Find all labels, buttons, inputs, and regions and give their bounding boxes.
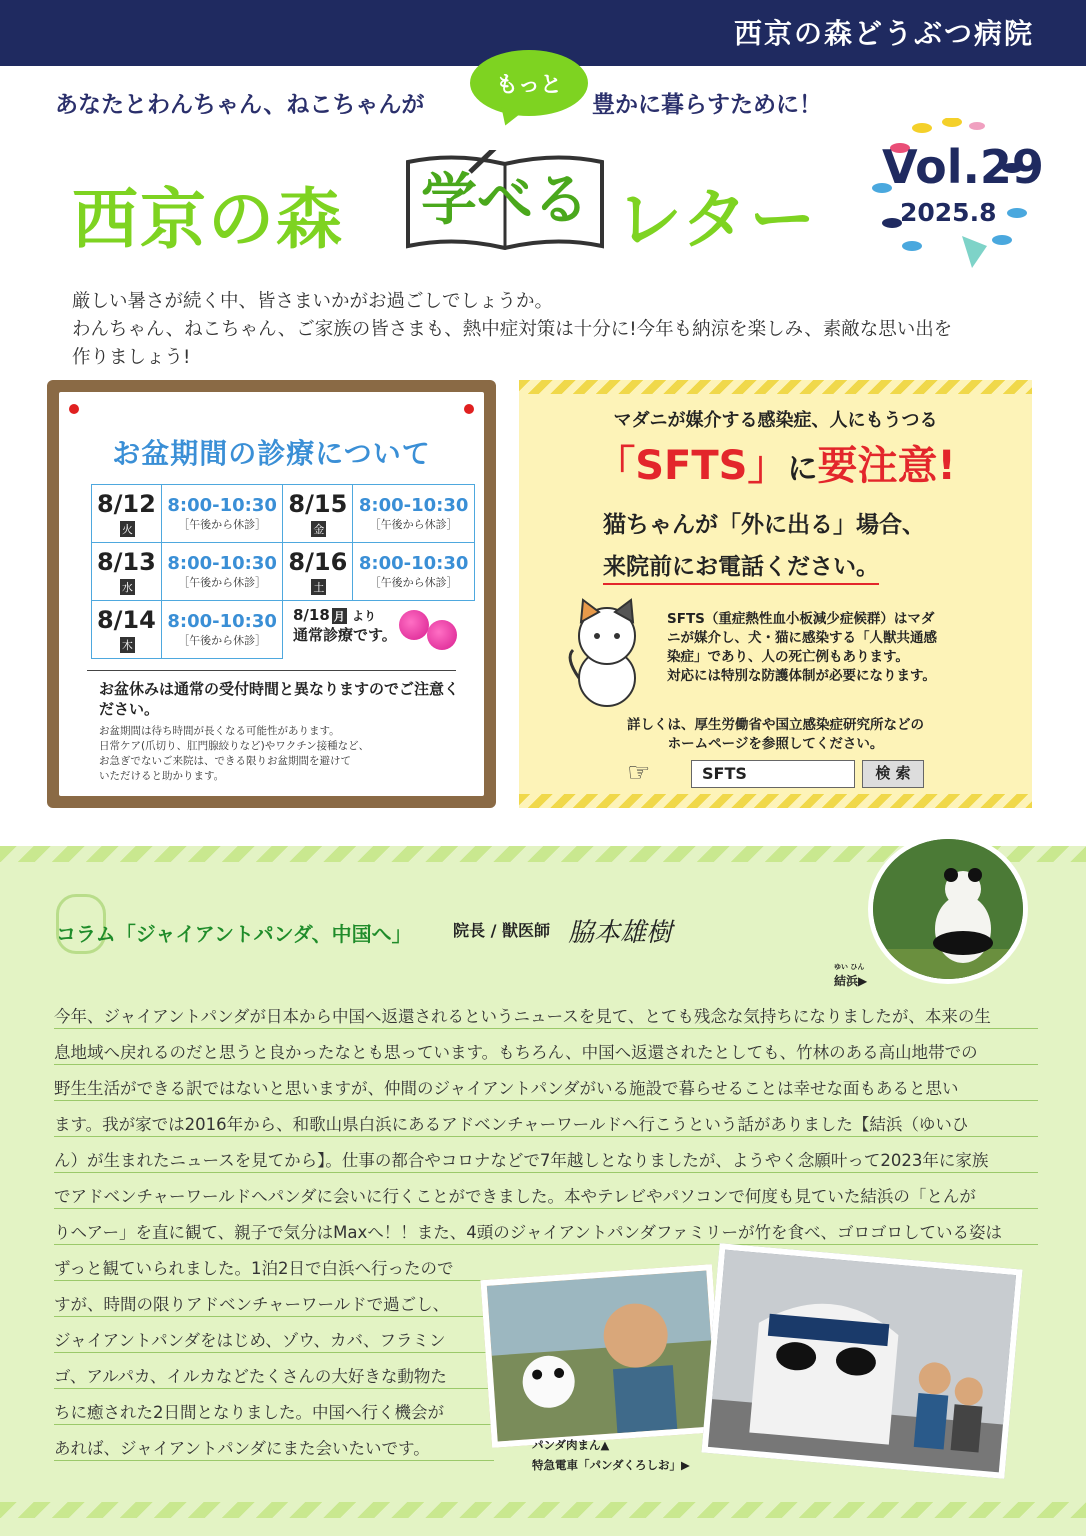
sfts-body-line: ニが媒介し、犬・猫に感染する「人獣共通感 <box>667 630 937 646</box>
date-cell: 8/15金 <box>283 485 353 543</box>
pin-icon <box>69 404 79 414</box>
time-cell: 8:00-10:30 ［午後から休診］ <box>161 543 283 601</box>
watermelon-icon <box>427 620 457 650</box>
pointing-hand-icon: ☞ <box>627 758 651 788</box>
hazard-stripe <box>519 380 1032 394</box>
author-signature: 脇本雄樹 <box>568 918 673 948</box>
small-note-line: 日常ケア(爪切り、肛門腺絞りなど)やワクチン接種など、 <box>99 740 370 752</box>
column-line: ます。我が家では2016年から、和歌山県白浜にあるアドベンチャーワールドへ行こうという話がありました【結浜（ゆいひ <box>54 1101 1038 1137</box>
normal-yori: より <box>352 609 377 623</box>
hazard-stripe <box>519 794 1032 808</box>
tagline-part2: 豊かに暮らすために！ <box>592 92 822 118</box>
table-row <box>92 485 475 543</box>
column-line: ゴ、アルパカ、イルカなどたくさんの大好きな動物た <box>54 1353 494 1389</box>
time-cell: 8:00-10:30 ［午後から休診］ <box>353 543 475 601</box>
obon-note: お盆休みは通常の受付時間と異なりますのでご注意ください。 <box>99 680 460 718</box>
date-cell: 8/13水 <box>92 543 162 601</box>
cat-icon <box>559 598 654 708</box>
date-cell: 8/16土 <box>283 543 353 601</box>
normal-service-note <box>293 606 397 645</box>
small-note-line: お盆期間は待ち時間が長くなる可能性があります。 <box>99 725 340 737</box>
panda-train-photo <box>701 1243 1022 1479</box>
more-line: 詳しくは、厚生労働省や国立感染症研究所などの <box>627 717 924 733</box>
watermelon-icon <box>399 610 429 640</box>
search-input[interactable]: SFTS <box>691 760 855 788</box>
obon-schedule-board <box>47 380 496 808</box>
column-line: すが、時間の限りアドベンチャーワールドで過ごし、 <box>54 1281 494 1317</box>
more-line: ホームページを参照してください。 <box>667 736 884 752</box>
sfts-warning-box <box>519 380 1032 808</box>
issue-badge <box>862 118 1044 268</box>
date-cell: 8/14木 <box>92 601 162 659</box>
column-line: ジャイアントパンダをはじめ、ゾウ、カバ、フラミン <box>54 1317 494 1353</box>
small-note-line: お急ぎでないご来院は、できる限りお盆期間を避けて <box>99 755 351 767</box>
column-author: 院長 / 獣医師 <box>453 921 550 940</box>
time-cell: 8:00-10:30 ［午後から休診］ <box>161 601 283 659</box>
panda-caption: ゆい ひん 結浜▶ <box>834 963 868 988</box>
sfts-body <box>667 610 1012 686</box>
column-line: でアドベンチャーワールドへパンダに会いに行くことができました。本やテレビやパソコンで何度も見ていた結浜の「とんが <box>54 1173 1038 1209</box>
panda-photo <box>868 834 1028 984</box>
time-cell: 8:00-10:30 ［午後から休診］ <box>353 485 475 543</box>
intro-line: 作りましょう! <box>72 347 191 368</box>
stripe-divider <box>0 1502 1086 1518</box>
normal-weekday: 月 <box>333 610 345 623</box>
table-row <box>92 543 475 601</box>
motto-bubble-text: もっと <box>495 73 562 98</box>
issue-date: 2025.8 <box>900 198 997 227</box>
intro-line: わんちゃん、ねこちゃん、ご家族の皆さまも、熱中症対策は十分に!今年も納涼を楽しみ、素敵な思い出を <box>72 319 953 340</box>
search-button[interactable]: 検 索 <box>862 760 924 788</box>
column-line: りヘアー」を直に観て、親子で気分はMaxへ！！また、4頭のジャイアントパンダファミリーが竹を食べ、ゴロゴロしている姿は <box>54 1209 1038 1245</box>
photo-caption: 特急電車「パンダくろしお」▶ <box>532 1458 690 1472</box>
intro-text <box>72 288 1032 372</box>
column-line: 野生生活ができる訳ではないと思いますが、仲間のジャイアントパンダがいる施設で暮らせることは幸せな面もあると思い <box>54 1065 1038 1101</box>
board-paper <box>59 392 484 796</box>
panda-bun-photo <box>480 1264 723 1448</box>
tagline-part1: あなたとわんちゃん、ねこちゃんが <box>55 92 425 118</box>
sfts-body-line: 染症」であり、人の死亡例もあります。 <box>667 649 909 665</box>
sfts-body-line: 対応には特別な防護体制が必要になります。 <box>667 668 936 684</box>
time-cell: 8:00-10:30 ［午後から休診］ <box>161 485 283 543</box>
column-title: コラム「ジャイアントパンダ、中国へ」 <box>56 922 412 946</box>
divider <box>87 670 456 671</box>
small-note-line: いただけると助かります。 <box>99 770 225 782</box>
sfts-body-line: SFTS（重症熱性血小板減少症候群）はマダ <box>667 611 935 627</box>
sfts-subhead-1: 猫ちゃんが「外に出る」場合、 <box>603 512 925 538</box>
pin-icon <box>464 404 474 414</box>
column-line: ん）が生まれたニュースを見てから】。仕事の都合やコロナなどで7年越しとなりましたが、ようやく念願叶って2023年に家族 <box>54 1137 1038 1173</box>
column-line: ちに癒された2日間となりました。中国へ行く機会が <box>54 1389 494 1425</box>
column-line: 今年、ジャイアントパンダが日本から中国へ返還されるというニュースを見て、とても残念な気持ちになりましたが、本来の生 <box>54 993 1038 1029</box>
obon-title: お盆期間の診療について <box>112 437 431 470</box>
clinic-name: 西京の森どうぶつ病院 <box>733 17 1034 50</box>
column-line: ずっと観ていられました。1泊2日で白浜へ行ったので <box>54 1245 494 1281</box>
column-line: あれば、ジャイアントパンダにまた会いたいです。 <box>54 1425 494 1461</box>
normal-text: 通常診療です。 <box>293 626 397 644</box>
title-left: 西京の森 <box>72 181 344 258</box>
photo-caption: パンダ肉まん▲ <box>532 1438 610 1452</box>
normal-date: 8/18 <box>293 606 330 624</box>
sfts-subhead-2: 来院前にお電話ください。 <box>603 548 879 585</box>
column-line: 息地域へ戻れるのだと思うと良かったなとも思っています。もちろん、中国へ返還されたとしても、竹林のある高山地帯での <box>54 1029 1038 1065</box>
intro-line: 厳しい暑さが続く中、皆さまいかがお過ごしでしょうか。 <box>72 291 554 312</box>
obon-small-note <box>99 724 459 784</box>
sfts-lead: マダニが媒介する感染症、人にもうつる <box>613 410 938 431</box>
title-middle: 学べる <box>421 168 589 233</box>
sfts-headline: 「SFTS」に要注意! <box>595 443 956 489</box>
motto-bubble <box>470 50 588 116</box>
sfts-more-info <box>519 716 1032 754</box>
date-cell: 8/12火 <box>92 485 162 543</box>
issue-volume: Vol.29 <box>882 140 1044 194</box>
title-right: レター <box>616 181 818 258</box>
